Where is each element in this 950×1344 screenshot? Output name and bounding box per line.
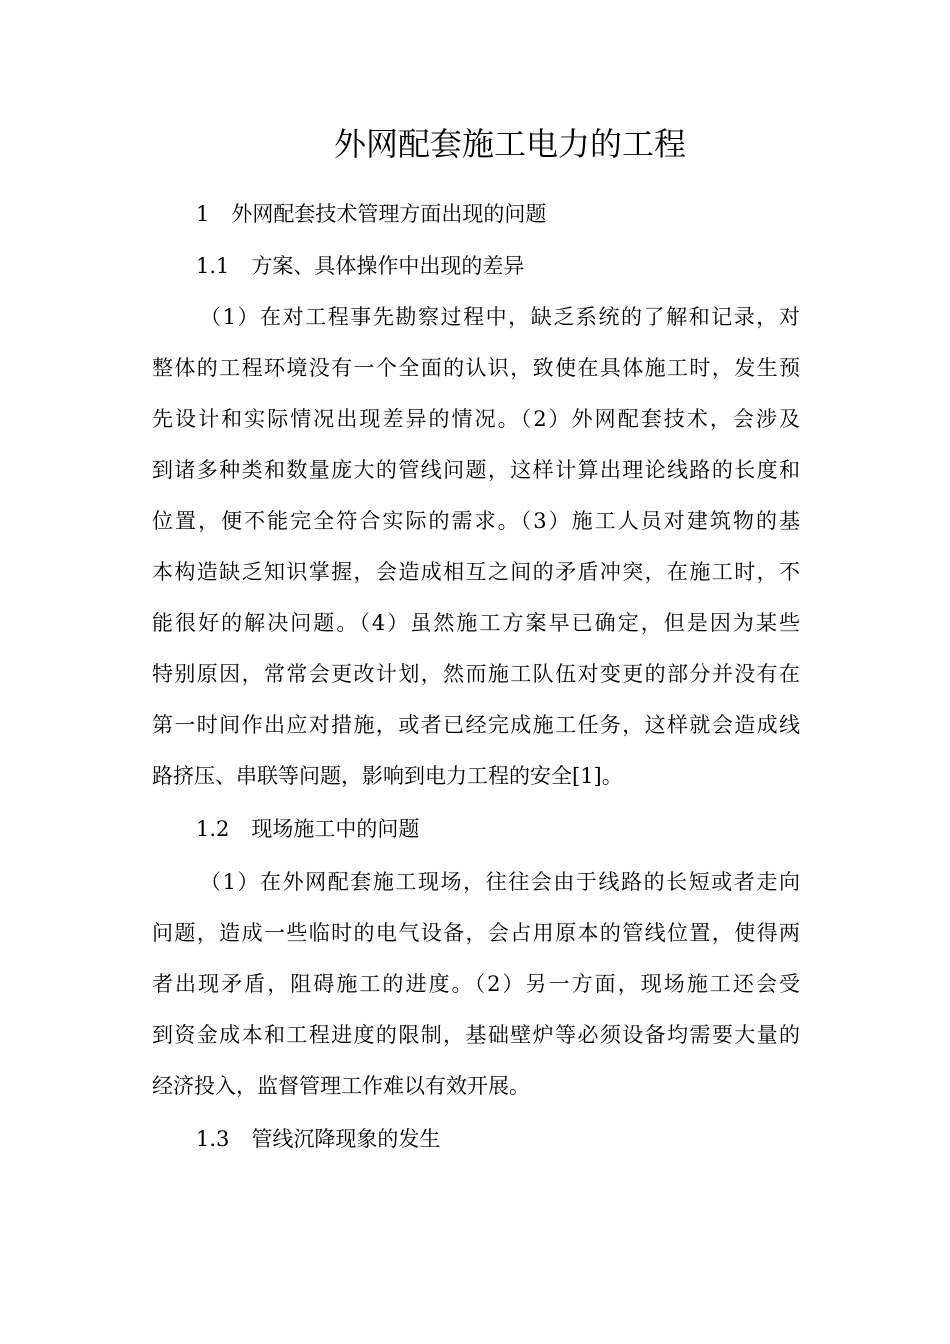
section-title: 外网配套技术管理方面出现的问题 xyxy=(231,202,547,226)
section-title: 方案、具体操作中出现的差异 xyxy=(251,254,525,278)
paragraph-line: 特别原因，常常会更改计划，然而施工队伍对变更的部分并没有在 xyxy=(152,662,800,686)
section-heading-1-1 xyxy=(196,251,524,281)
section-title: 管线沉降现象的发生 xyxy=(251,1127,441,1151)
section-number: 1 xyxy=(196,202,210,226)
paragraph-line: 第一时间作出应对措施，或者已经完成施工任务，这样就会造成线 xyxy=(152,713,800,737)
paragraph-line: 路挤压、串联等问题，影响到电力工程的安全[1]。 xyxy=(152,764,623,788)
paragraph-line: 能很好的解决问题。（4）虽然施工方案早已确定，但是因为某些 xyxy=(152,611,800,635)
paragraph-line: 整体的工程环境没有一个全面的认识，致使在具体施工时，发生预 xyxy=(152,356,800,380)
section-number: 1.3 xyxy=(196,1127,230,1151)
section-heading-1 xyxy=(196,199,546,229)
paragraph-line: 到诸多种类和数量庞大的管线问题，这样计算出理论线路的长度和 xyxy=(152,458,800,482)
paragraph-line: 本构造缺乏知识掌握，会造成相互之间的矛盾冲突，在施工时，不 xyxy=(152,560,800,584)
section-number: 1.2 xyxy=(196,817,230,841)
paragraph-line: （1）在外网配套施工现场，往往会由于线路的长短或者走向 xyxy=(200,870,800,894)
paragraph-line: 位置，便不能完全符合实际的需求。（3）施工人员对建筑物的基 xyxy=(152,509,800,533)
paragraph-line: 经济投入，监督管理工作难以有效开展。 xyxy=(152,1074,530,1098)
section-heading-1-2 xyxy=(196,814,419,844)
document-title: 外网配套施工电力的工程 xyxy=(333,125,686,163)
paragraph-line: （1）在对工程事先勘察过程中，缺乏系统的了解和记录，对 xyxy=(200,305,800,329)
section-title: 现场施工中的问题 xyxy=(251,817,420,841)
paragraph-line: 问题，造成一些临时的电气设备，会占用原本的管线位置，使得两 xyxy=(152,921,800,945)
paragraph-line: 先设计和实际情况出现差异的情况。（2）外网配套技术，会涉及 xyxy=(152,407,800,431)
section-heading-1-3 xyxy=(196,1124,440,1154)
paragraph-line: 到资金成本和工程进度的限制，基础壁炉等必须设备均需要大量的 xyxy=(152,1023,800,1047)
section-number: 1.1 xyxy=(196,254,230,278)
paragraph-line: 者出现矛盾，阻碍施工的进度。（2）另一方面，现场施工还会受 xyxy=(152,972,800,996)
